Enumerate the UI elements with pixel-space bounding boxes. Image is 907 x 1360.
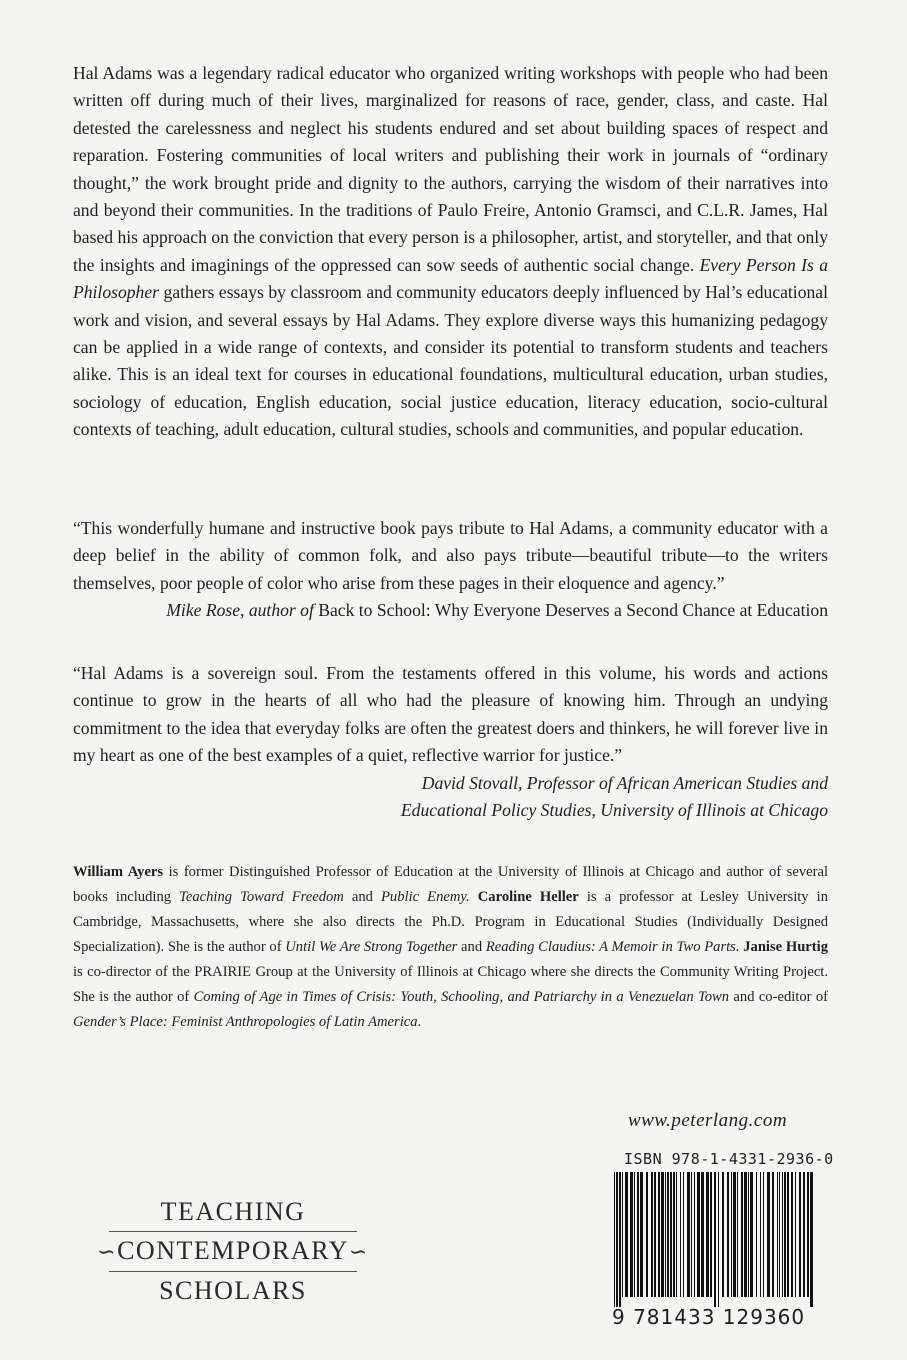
editor-name-1: William Ayers: [73, 864, 164, 880]
series-line-2-text: CONTEMPORARY: [117, 1236, 349, 1265]
bio-text: is co-director of the PRAIRIE Group at the University of Illinois at Chicago where she directs the Community Writing Project. She is the author of: [73, 964, 828, 1005]
barcode-bar: [661, 1172, 664, 1297]
barcode-bar: [799, 1172, 801, 1297]
barcode-bar: [676, 1172, 677, 1297]
barcode-bar: [625, 1172, 628, 1297]
barcode-bar: [614, 1172, 615, 1307]
barcode-number: 9 781433 129360: [612, 1305, 806, 1329]
quote-2-attribution-line-1: David Stovall, Professor of African American Studies and: [421, 772, 828, 793]
book-title: Coming of Age in Times of Crisis: Youth, Schooling, and Patriarchy in a Venezuelan Town: [193, 989, 730, 1005]
barcode-bar: [694, 1172, 695, 1297]
barcode-bar: [737, 1172, 738, 1297]
series-logo: [73, 1195, 393, 1308]
series-rule-bottom: [109, 1271, 357, 1272]
barcode-bar: [673, 1172, 675, 1297]
endorsement-quote-2: [73, 660, 828, 824]
ornament-right-icon: ∽: [348, 1239, 369, 1264]
book-title: Reading Claudius: A Memoir in Two Parts.: [485, 939, 740, 955]
barcode-bar: [619, 1172, 621, 1307]
barcode-bar: [634, 1172, 635, 1297]
barcode-bar: [791, 1172, 793, 1297]
ornament-left-icon: ∽: [97, 1239, 118, 1264]
bio-text: and co-editor of: [729, 989, 828, 1005]
barcode-bar: [782, 1172, 783, 1297]
barcode-bar: [651, 1172, 653, 1297]
barcode-bar: [710, 1172, 712, 1297]
barcode-bar: [795, 1172, 796, 1297]
editor-bios: [73, 860, 828, 1035]
isbn-label: ISBN 978-1-4331-2936-0: [624, 1150, 834, 1168]
barcode-bar: [616, 1172, 618, 1307]
barcode-bar: [683, 1172, 684, 1297]
barcode-bar: [777, 1172, 778, 1297]
series-line-1: TEACHING: [160, 1197, 306, 1226]
barcode-bar: [763, 1172, 764, 1297]
editor-name-3: Janise Hurtig: [743, 939, 828, 955]
barcode-bar: [731, 1172, 732, 1297]
book-title: Public Enemy.: [381, 889, 470, 905]
barcode-bar: [687, 1172, 690, 1297]
barcode-bar: [665, 1172, 666, 1297]
barcode-bar: [810, 1172, 813, 1307]
quote-1-text: “This wonderfully humane and instructive book pays tribute to Hal Adams, a community educator with a deep belief in the ability of common folk, and also pays tribute—beautiful tribute—to the writers themselves, poor people of color who arise from these pages in their eloquence and agency.”: [73, 518, 828, 593]
quote-1-author: Mike Rose, author of: [166, 600, 314, 621]
barcode-bar: [697, 1172, 700, 1297]
barcode-bar: [667, 1172, 669, 1297]
barcode-bar: [807, 1172, 809, 1297]
book-title: Teaching Toward Freedom: [179, 889, 344, 905]
barcode-bar: [744, 1172, 747, 1297]
barcode-bar: [718, 1172, 719, 1307]
barcode-bar: [750, 1172, 753, 1297]
barcode-bar: [646, 1172, 648, 1297]
bio-text: is a professor at Lesley University in Cambridge, Massachusetts, where she also directs the Ph.D. Program in Educational Studies (Individually Designed Specialization). She is the author of: [73, 889, 829, 955]
series-line-2: [73, 1234, 393, 1269]
description-part-2: gathers essays by classroom and community educators deeply influenced by Hal’s educational work and vision, and several essays by Hal Adams. They explore diverse ways this humanizing pedagogy can be applied in a wide range of contexts, and consider its potential to transform students and teachers alike. This is an ideal text for courses in educational foundations, multicultural education, urban studies, sociology of education, English education, social justice education, literacy education, socio-cultural contexts of teaching, adult education, cultural studies, schools and communities, and popular education.: [73, 282, 828, 440]
barcode-bar: [640, 1172, 643, 1297]
bio-text: and: [457, 939, 486, 955]
barcode-bar: [741, 1172, 743, 1297]
book-title-italic: Every Person Is a Philosopher: [73, 254, 828, 303]
bio-text: is former Distinguished Professor of Education at the University of Illinois at Chicago and author of several books including: [73, 864, 829, 905]
barcode-bar: [748, 1172, 749, 1297]
bio-text: and: [343, 889, 382, 905]
barcode-bar: [637, 1172, 639, 1297]
barcode-bar: [701, 1172, 704, 1297]
description-part-1: Hal Adams was a legendary radical educator who organized writing workshops with people who had been written off during much of their lives, marginalized for reasons of race, gender, class, and caste. Hal detested the carelessness and neglect his students endured and set about building spaces of respect and reparation. Fostering communities of local writers and publishing their work in journals of “ordinary thought,” the work brought pride and dignity to the authors, carrying the wisdom of their narratives into and beyond their communities. In the traditions of Paulo Freire, Antonio Gramsci, and C.L.R. James, Hal based his approach on the conviction that every person is a philosopher, artist, and storyteller, and that only the insights and imaginings of the oppressed can sow seeds of authentic social change.: [73, 63, 828, 275]
quote-1-book: Back to School: Why Everyone Deserves a Second Chance at Education: [318, 600, 828, 621]
bio-text: .: [417, 1014, 422, 1030]
barcode-bar: [733, 1172, 736, 1297]
quote-2-attribution-line-2: Educational Policy Studies, University of Illinois at Chicago: [400, 800, 828, 821]
barcode-bar: [787, 1172, 789, 1297]
barcode-bar: [784, 1172, 786, 1297]
barcode-bar: [722, 1172, 724, 1297]
barcode-bar: [727, 1172, 729, 1297]
barcode-bar: [767, 1172, 770, 1297]
barcode-bar: [691, 1172, 692, 1297]
barcode-bar: [658, 1172, 660, 1297]
book-title: Gender’s Place: Feminist Anthropologies of Latin America: [73, 1014, 418, 1030]
barcode-bar: [760, 1172, 761, 1297]
quote-1-attribution: [73, 597, 828, 624]
barcode-bar: [772, 1172, 774, 1297]
barcode-bar: [706, 1172, 709, 1297]
series-line-3: SCHOLARS: [159, 1276, 307, 1305]
barcode-bar: [680, 1172, 681, 1297]
barcode-bar: [803, 1172, 805, 1297]
book-title: Until We Are Strong Together: [285, 939, 458, 955]
barcode-bar: [654, 1172, 656, 1297]
barcode-bar: [670, 1172, 672, 1297]
series-rule-top: [109, 1231, 357, 1232]
endorsement-quote-1: [73, 515, 828, 625]
barcode-icon: [612, 1172, 817, 1307]
publisher-url[interactable]: www.peterlang.com: [628, 1110, 788, 1131]
quote-2-text: “Hal Adams is a sovereign soul. From the testaments offered in this volume, his words and actions continue to grow in the hearts of all who had the pleasure of knowing him. Through an undying commitment to the idea that everyday folks are often the greatest doers and thinkers, he will forever live in my heart as one of the best examples of a quiet, reflective warrior for justice.”: [73, 663, 828, 766]
barcode-bar: [630, 1172, 633, 1297]
barcode-bar: [622, 1172, 623, 1297]
barcode-bar: [779, 1172, 780, 1297]
barcode-bar: [756, 1172, 757, 1297]
editor-name-2: Caroline Heller: [477, 889, 579, 905]
barcode-bar: [714, 1172, 716, 1307]
book-description: [73, 60, 828, 444]
